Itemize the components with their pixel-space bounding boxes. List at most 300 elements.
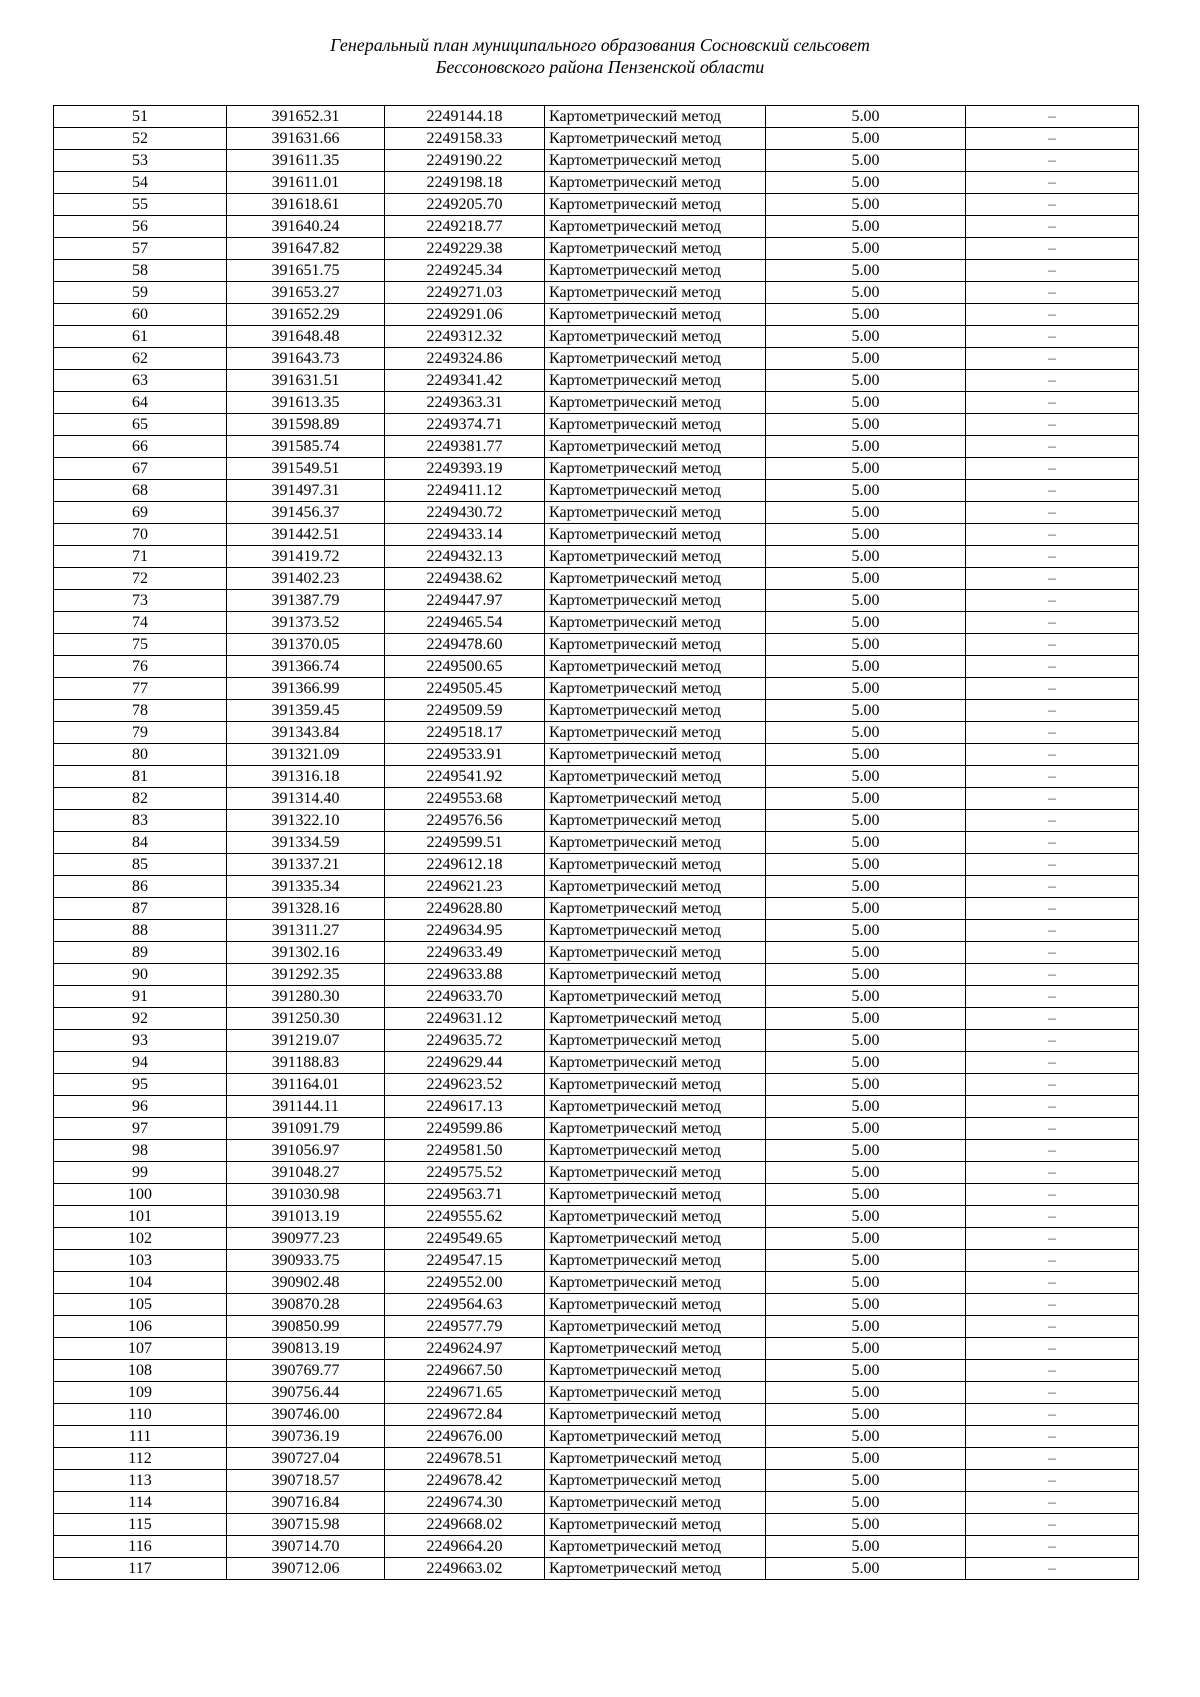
cell-coord-x: 391631.66 — [227, 128, 385, 150]
cell-accuracy: 5.00 — [766, 304, 966, 326]
cell-note: – — [966, 458, 1139, 480]
cell-accuracy: 5.00 — [766, 260, 966, 282]
cell-coord-y: 2249555.62 — [385, 1206, 545, 1228]
cell-method: Картометрический метод — [545, 150, 766, 172]
cell-note: – — [966, 348, 1139, 370]
cell-accuracy: 5.00 — [766, 898, 966, 920]
cell-point-number: 51 — [54, 106, 227, 128]
cell-coord-x: 391640.24 — [227, 216, 385, 238]
table-row — [54, 480, 1139, 502]
cell-coord-y: 2249547.15 — [385, 1250, 545, 1272]
cell-method: Картометрический метод — [545, 810, 766, 832]
cell-method: Картометрический метод — [545, 1008, 766, 1030]
cell-accuracy: 5.00 — [766, 1074, 966, 1096]
cell-coord-x: 390712.06 — [227, 1558, 385, 1580]
table-row — [54, 1250, 1139, 1272]
cell-point-number: 65 — [54, 414, 227, 436]
cell-method: Картометрический метод — [545, 920, 766, 942]
cell-method: Картометрический метод — [545, 1206, 766, 1228]
cell-accuracy: 5.00 — [766, 678, 966, 700]
cell-point-number: 92 — [54, 1008, 227, 1030]
cell-method: Картометрический метод — [545, 1052, 766, 1074]
cell-point-number: 117 — [54, 1558, 227, 1580]
cell-coord-y: 2249381.77 — [385, 436, 545, 458]
table-row — [54, 1162, 1139, 1184]
cell-coord-y: 2249465.54 — [385, 612, 545, 634]
cell-method: Картометрический метод — [545, 458, 766, 480]
cell-coord-x: 390716.84 — [227, 1492, 385, 1514]
cell-coord-y: 2249634.95 — [385, 920, 545, 942]
cell-accuracy: 5.00 — [766, 348, 966, 370]
cell-coord-y: 2249612.18 — [385, 854, 545, 876]
cell-accuracy: 5.00 — [766, 590, 966, 612]
cell-point-number: 66 — [54, 436, 227, 458]
cell-point-number: 110 — [54, 1404, 227, 1426]
cell-point-number: 112 — [54, 1448, 227, 1470]
table-row — [54, 898, 1139, 920]
cell-point-number: 116 — [54, 1536, 227, 1558]
cell-accuracy: 5.00 — [766, 1206, 966, 1228]
cell-note: – — [966, 546, 1139, 568]
cell-method: Картометрический метод — [545, 1074, 766, 1096]
cell-coord-x: 391549.51 — [227, 458, 385, 480]
cell-coord-y: 2249549.65 — [385, 1228, 545, 1250]
cell-accuracy: 5.00 — [766, 964, 966, 986]
cell-note: – — [966, 370, 1139, 392]
cell-point-number: 114 — [54, 1492, 227, 1514]
cell-accuracy: 5.00 — [766, 1008, 966, 1030]
header-line-2: Бессоновского района Пензенской области — [435, 57, 765, 77]
cell-coord-y: 2249363.31 — [385, 392, 545, 414]
cell-coord-y: 2249541.92 — [385, 766, 545, 788]
cell-coord-x: 391647.82 — [227, 238, 385, 260]
cell-coord-y: 2249563.71 — [385, 1184, 545, 1206]
cell-coord-y: 2249678.42 — [385, 1470, 545, 1492]
cell-point-number: 81 — [54, 766, 227, 788]
cell-coord-x: 390933.75 — [227, 1250, 385, 1272]
cell-coord-x: 391611.35 — [227, 150, 385, 172]
table-row — [54, 964, 1139, 986]
cell-point-number: 82 — [54, 788, 227, 810]
table-row — [54, 392, 1139, 414]
cell-accuracy: 5.00 — [766, 502, 966, 524]
cell-method: Картометрический метод — [545, 238, 766, 260]
cell-method: Картометрический метод — [545, 964, 766, 986]
cell-note: – — [966, 392, 1139, 414]
cell-accuracy: 5.00 — [766, 326, 966, 348]
table-row — [54, 348, 1139, 370]
cell-accuracy: 5.00 — [766, 1272, 966, 1294]
cell-note: – — [966, 172, 1139, 194]
cell-point-number: 78 — [54, 700, 227, 722]
cell-coord-x: 390902.48 — [227, 1272, 385, 1294]
cell-coord-x: 391497.31 — [227, 480, 385, 502]
cell-note: – — [966, 678, 1139, 700]
cell-coord-y: 2249533.91 — [385, 744, 545, 766]
cell-coord-y: 2249624.97 — [385, 1338, 545, 1360]
cell-coord-y: 2249577.79 — [385, 1316, 545, 1338]
cell-note: – — [966, 1316, 1139, 1338]
cell-point-number: 85 — [54, 854, 227, 876]
table-row — [54, 744, 1139, 766]
cell-note: – — [966, 150, 1139, 172]
cell-point-number: 91 — [54, 986, 227, 1008]
cell-coord-y: 2249664.20 — [385, 1536, 545, 1558]
table-row — [54, 678, 1139, 700]
table-row — [54, 260, 1139, 282]
cell-point-number: 71 — [54, 546, 227, 568]
cell-coord-x: 391316.18 — [227, 766, 385, 788]
cell-point-number: 68 — [54, 480, 227, 502]
cell-accuracy: 5.00 — [766, 524, 966, 546]
cell-accuracy: 5.00 — [766, 150, 966, 172]
cell-coord-y: 2249324.86 — [385, 348, 545, 370]
table-row — [54, 876, 1139, 898]
cell-coord-y: 2249623.52 — [385, 1074, 545, 1096]
cell-coord-x: 391643.73 — [227, 348, 385, 370]
cell-method: Картометрический метод — [545, 1228, 766, 1250]
cell-point-number: 72 — [54, 568, 227, 590]
cell-point-number: 100 — [54, 1184, 227, 1206]
cell-accuracy: 5.00 — [766, 216, 966, 238]
cell-note: – — [966, 1272, 1139, 1294]
cell-coord-x: 391387.79 — [227, 590, 385, 612]
cell-method: Картометрический метод — [545, 1426, 766, 1448]
cell-point-number: 58 — [54, 260, 227, 282]
cell-coord-x: 391613.35 — [227, 392, 385, 414]
cell-coord-x: 391030.98 — [227, 1184, 385, 1206]
cell-method: Картометрический метод — [545, 1184, 766, 1206]
table-row — [54, 1316, 1139, 1338]
cell-note: – — [966, 216, 1139, 238]
cell-coord-x: 391292.35 — [227, 964, 385, 986]
cell-coord-x: 391013.19 — [227, 1206, 385, 1228]
table-row — [54, 1448, 1139, 1470]
table-row — [54, 722, 1139, 744]
cell-coord-x: 391456.37 — [227, 502, 385, 524]
cell-point-number: 61 — [54, 326, 227, 348]
cell-note: – — [966, 1448, 1139, 1470]
cell-coord-y: 2249631.12 — [385, 1008, 545, 1030]
table-row — [54, 194, 1139, 216]
cell-accuracy: 5.00 — [766, 832, 966, 854]
cell-coord-y: 2249564.63 — [385, 1294, 545, 1316]
cell-coord-y: 2249671.65 — [385, 1382, 545, 1404]
cell-coord-x: 391302.16 — [227, 942, 385, 964]
cell-coord-y: 2249576.56 — [385, 810, 545, 832]
cell-coord-y: 2249447.97 — [385, 590, 545, 612]
cell-accuracy: 5.00 — [766, 920, 966, 942]
cell-point-number: 60 — [54, 304, 227, 326]
cell-point-number: 76 — [54, 656, 227, 678]
cell-note: – — [966, 920, 1139, 942]
cell-coord-y: 2249500.65 — [385, 656, 545, 678]
cell-point-number: 53 — [54, 150, 227, 172]
table-row — [54, 150, 1139, 172]
cell-note: – — [966, 1074, 1139, 1096]
cell-note: – — [966, 1294, 1139, 1316]
cell-coord-y: 2249190.22 — [385, 150, 545, 172]
cell-note: – — [966, 1404, 1139, 1426]
cell-accuracy: 5.00 — [766, 1360, 966, 1382]
cell-coord-y: 2249581.50 — [385, 1140, 545, 1162]
cell-point-number: 111 — [54, 1426, 227, 1448]
cell-method: Картометрический метод — [545, 1404, 766, 1426]
cell-accuracy: 5.00 — [766, 810, 966, 832]
cell-accuracy: 5.00 — [766, 1448, 966, 1470]
cell-coord-x: 391442.51 — [227, 524, 385, 546]
cell-point-number: 115 — [54, 1514, 227, 1536]
table-row — [54, 1404, 1139, 1426]
cell-coord-y: 2249245.34 — [385, 260, 545, 282]
cell-method: Картометрический метод — [545, 766, 766, 788]
table-row — [54, 458, 1139, 480]
table-row — [54, 854, 1139, 876]
cell-coord-y: 2249552.00 — [385, 1272, 545, 1294]
cell-accuracy: 5.00 — [766, 194, 966, 216]
cell-note: – — [966, 1096, 1139, 1118]
cell-coord-y: 2249438.62 — [385, 568, 545, 590]
cell-method: Картометрический метод — [545, 1096, 766, 1118]
cell-coord-y: 2249432.13 — [385, 546, 545, 568]
cell-accuracy: 5.00 — [766, 1316, 966, 1338]
cell-point-number: 88 — [54, 920, 227, 942]
cell-note: – — [966, 304, 1139, 326]
cell-coord-y: 2249668.02 — [385, 1514, 545, 1536]
cell-point-number: 86 — [54, 876, 227, 898]
cell-method: Картометрический метод — [545, 1492, 766, 1514]
table-row — [54, 700, 1139, 722]
cell-coord-x: 391652.31 — [227, 106, 385, 128]
cell-coord-y: 2249676.00 — [385, 1426, 545, 1448]
table-row — [54, 216, 1139, 238]
cell-point-number: 93 — [54, 1030, 227, 1052]
cell-note: – — [966, 106, 1139, 128]
cell-method: Картометрический метод — [545, 1382, 766, 1404]
table-row — [54, 810, 1139, 832]
cell-method: Картометрический метод — [545, 898, 766, 920]
cell-coord-y: 2249633.88 — [385, 964, 545, 986]
table-row — [54, 656, 1139, 678]
cell-coord-x: 390870.28 — [227, 1294, 385, 1316]
cell-method: Картометрический метод — [545, 546, 766, 568]
cell-method: Картометрический метод — [545, 282, 766, 304]
cell-note: – — [966, 1492, 1139, 1514]
cell-method: Картометрический метод — [545, 436, 766, 458]
cell-method: Картометрический метод — [545, 348, 766, 370]
cell-point-number: 79 — [54, 722, 227, 744]
cell-coord-x: 391048.27 — [227, 1162, 385, 1184]
cell-coord-y: 2249291.06 — [385, 304, 545, 326]
cell-accuracy: 5.00 — [766, 986, 966, 1008]
table-row — [54, 128, 1139, 150]
cell-point-number: 106 — [54, 1316, 227, 1338]
cell-note: – — [966, 634, 1139, 656]
table-row — [54, 1272, 1139, 1294]
cell-coord-x: 391631.51 — [227, 370, 385, 392]
cell-accuracy: 5.00 — [766, 1228, 966, 1250]
cell-coord-y: 2249158.33 — [385, 128, 545, 150]
cell-note: – — [966, 986, 1139, 1008]
cell-coord-y: 2249575.52 — [385, 1162, 545, 1184]
cell-accuracy: 5.00 — [766, 414, 966, 436]
cell-method: Картометрический метод — [545, 876, 766, 898]
cell-coord-x: 391359.45 — [227, 700, 385, 722]
cell-method: Картометрический метод — [545, 832, 766, 854]
table-row — [54, 1470, 1139, 1492]
cell-method: Картометрический метод — [545, 1118, 766, 1140]
cell-note: – — [966, 1052, 1139, 1074]
header-line-1: Генеральный план муниципального образования Сосновский сельсовет — [330, 35, 870, 55]
table-row — [54, 920, 1139, 942]
cell-accuracy: 5.00 — [766, 722, 966, 744]
cell-point-number: 107 — [54, 1338, 227, 1360]
cell-method: Картометрический метод — [545, 1338, 766, 1360]
cell-coord-x: 390714.70 — [227, 1536, 385, 1558]
cell-note: – — [966, 1118, 1139, 1140]
cell-note: – — [966, 1030, 1139, 1052]
cell-point-number: 102 — [54, 1228, 227, 1250]
cell-method: Картометрический метод — [545, 568, 766, 590]
cell-method: Картометрический метод — [545, 854, 766, 876]
cell-point-number: 90 — [54, 964, 227, 986]
cell-note: – — [966, 326, 1139, 348]
table-row — [54, 238, 1139, 260]
cell-point-number: 83 — [54, 810, 227, 832]
cell-accuracy: 5.00 — [766, 766, 966, 788]
cell-coord-y: 2249509.59 — [385, 700, 545, 722]
cell-coord-x: 391652.29 — [227, 304, 385, 326]
cell-accuracy: 5.00 — [766, 1118, 966, 1140]
cell-point-number: 87 — [54, 898, 227, 920]
cell-note: – — [966, 744, 1139, 766]
cell-coord-x: 391328.16 — [227, 898, 385, 920]
table-row — [54, 1360, 1139, 1382]
cell-coord-x: 391337.21 — [227, 854, 385, 876]
cell-method: Картометрический метод — [545, 590, 766, 612]
cell-point-number: 67 — [54, 458, 227, 480]
cell-method: Картометрический метод — [545, 1536, 766, 1558]
cell-note: – — [966, 414, 1139, 436]
cell-method: Картометрический метод — [545, 392, 766, 414]
cell-accuracy: 5.00 — [766, 1492, 966, 1514]
table-row — [54, 106, 1139, 128]
cell-method: Картометрический метод — [545, 1162, 766, 1184]
cell-coord-x: 391598.89 — [227, 414, 385, 436]
cell-coord-x: 391188.83 — [227, 1052, 385, 1074]
cell-point-number: 108 — [54, 1360, 227, 1382]
cell-point-number: 97 — [54, 1118, 227, 1140]
cell-accuracy: 5.00 — [766, 238, 966, 260]
table-row — [54, 172, 1139, 194]
table-row — [54, 1074, 1139, 1096]
cell-note: – — [966, 282, 1139, 304]
table-row — [54, 1536, 1139, 1558]
table-row — [54, 1382, 1139, 1404]
cell-coord-x: 391311.27 — [227, 920, 385, 942]
cell-coord-x: 391370.05 — [227, 634, 385, 656]
table-row — [54, 502, 1139, 524]
cell-note: – — [966, 810, 1139, 832]
cell-note: – — [966, 1008, 1139, 1030]
cell-coord-y: 2249271.03 — [385, 282, 545, 304]
cell-note: – — [966, 1514, 1139, 1536]
table-row — [54, 1514, 1139, 1536]
cell-coord-y: 2249667.50 — [385, 1360, 545, 1382]
cell-note: – — [966, 238, 1139, 260]
cell-coord-x: 390813.19 — [227, 1338, 385, 1360]
cell-method: Картометрический метод — [545, 128, 766, 150]
cell-method: Картометрический метод — [545, 1272, 766, 1294]
cell-method: Картометрический метод — [545, 216, 766, 238]
table-row — [54, 370, 1139, 392]
cell-point-number: 99 — [54, 1162, 227, 1184]
cell-coord-y: 2249144.18 — [385, 106, 545, 128]
coordinates-table-body — [54, 106, 1139, 1580]
cell-note: – — [966, 876, 1139, 898]
table-row — [54, 788, 1139, 810]
cell-note: – — [966, 1338, 1139, 1360]
table-row — [54, 414, 1139, 436]
table-row — [54, 634, 1139, 656]
table-row — [54, 1294, 1139, 1316]
cell-coord-x: 391219.07 — [227, 1030, 385, 1052]
cell-note: – — [966, 1228, 1139, 1250]
cell-accuracy: 5.00 — [766, 546, 966, 568]
cell-coord-y: 2249229.38 — [385, 238, 545, 260]
cell-note: – — [966, 1536, 1139, 1558]
cell-method: Картометрический метод — [545, 942, 766, 964]
cell-method: Картометрический метод — [545, 612, 766, 634]
cell-accuracy: 5.00 — [766, 942, 966, 964]
cell-accuracy: 5.00 — [766, 568, 966, 590]
cell-coord-x: 391091.79 — [227, 1118, 385, 1140]
table-row — [54, 1206, 1139, 1228]
cell-accuracy: 5.00 — [766, 1250, 966, 1272]
table-row — [54, 832, 1139, 854]
cell-point-number: 59 — [54, 282, 227, 304]
cell-accuracy: 5.00 — [766, 1558, 966, 1580]
cell-note: – — [966, 898, 1139, 920]
cell-note: – — [966, 1558, 1139, 1580]
cell-coord-y: 2249621.23 — [385, 876, 545, 898]
cell-coord-x: 390736.19 — [227, 1426, 385, 1448]
cell-coord-y: 2249505.45 — [385, 678, 545, 700]
cell-point-number: 75 — [54, 634, 227, 656]
cell-method: Картометрический метод — [545, 1448, 766, 1470]
cell-coord-y: 2249617.13 — [385, 1096, 545, 1118]
cell-method: Картометрический метод — [545, 260, 766, 282]
cell-coord-x: 391321.09 — [227, 744, 385, 766]
cell-coord-y: 2249633.70 — [385, 986, 545, 1008]
cell-note: – — [966, 260, 1139, 282]
cell-method: Картометрический метод — [545, 524, 766, 546]
cell-method: Картометрический метод — [545, 1558, 766, 1580]
cell-method: Картометрический метод — [545, 678, 766, 700]
table-row — [54, 282, 1139, 304]
cell-coord-y: 2249430.72 — [385, 502, 545, 524]
cell-coord-y: 2249411.12 — [385, 480, 545, 502]
cell-coord-y: 2249628.80 — [385, 898, 545, 920]
cell-point-number: 95 — [54, 1074, 227, 1096]
cell-coord-x: 391056.97 — [227, 1140, 385, 1162]
cell-point-number: 73 — [54, 590, 227, 612]
cell-coord-y: 2249599.51 — [385, 832, 545, 854]
cell-accuracy: 5.00 — [766, 1294, 966, 1316]
cell-note: – — [966, 942, 1139, 964]
cell-coord-x: 391144.11 — [227, 1096, 385, 1118]
cell-method: Картометрический метод — [545, 700, 766, 722]
